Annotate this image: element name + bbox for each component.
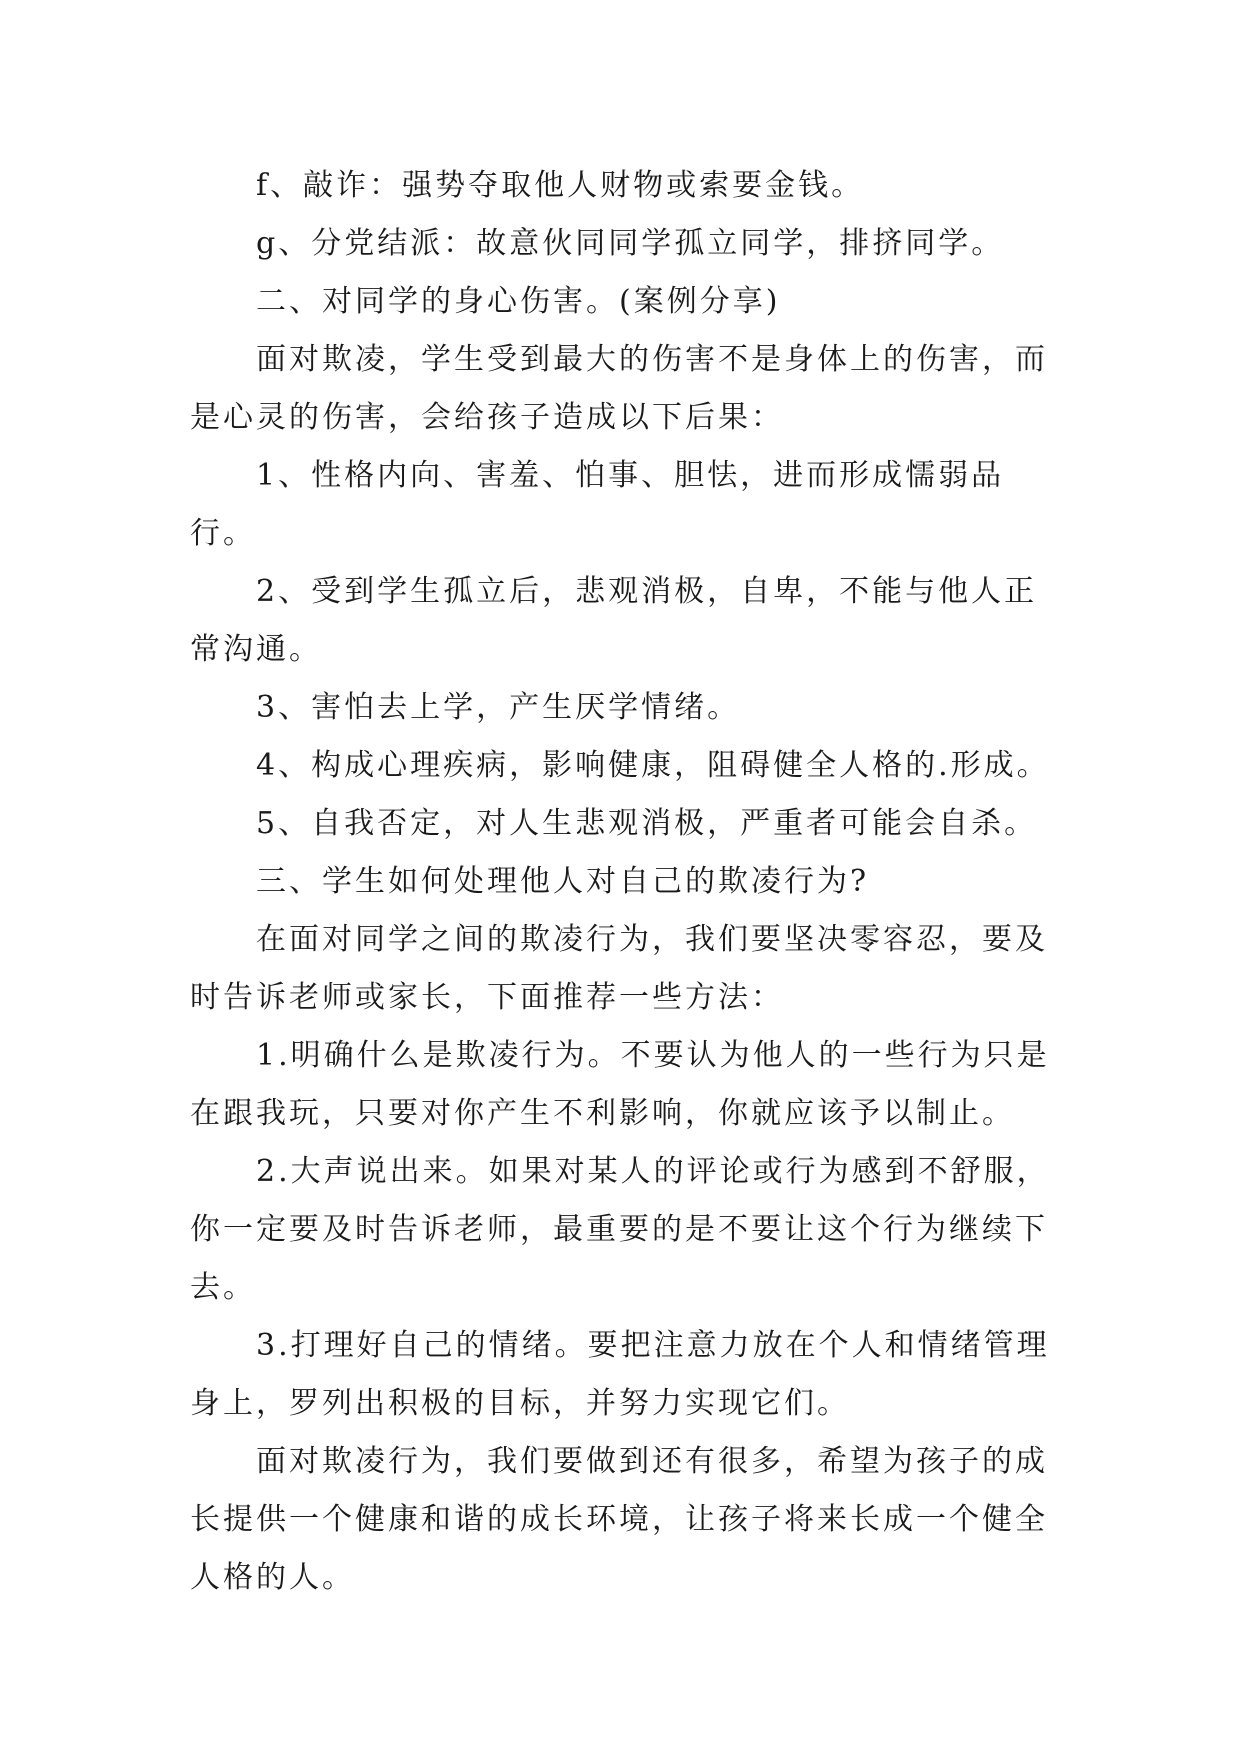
list-item: 5、自我否定，对人生悲观消极，严重者可能会自杀。 (256, 806, 1038, 841)
list-item: 1、性格内向、害羞、怕事、胆怯，进而形成懦弱品行。 (190, 458, 1005, 551)
list-item: 3、害怕去上学，产生厌学情绪。 (256, 690, 741, 725)
paragraph: 在面对同学之间的欺凌行为，我们要坚决零容忍，要及时告诉老师或家长，下面推荐一些方法： (190, 922, 1048, 1015)
document-body (190, 157, 1070, 1607)
paragraph: 面对欺凌行为，我们要做到还有很多，希望为孩子的成长提供一个健康和谐的成长环境，让孩子将来长成一个健全人格的人。 (190, 1444, 1048, 1595)
list-item: 4、构成心理疾病，影响健康，阻碍健全人格的.形成。 (256, 748, 1050, 783)
section-heading: 二、对同学的身心伤害。(案例分享) (256, 284, 781, 319)
paragraph: f、敲诈：强势夺取他人财物或索要金钱。 (256, 168, 865, 203)
list-item: 3.打理好自己的情绪。要把注意力放在个人和情绪管理身上，罗列出积极的目标，并努力实现它们。 (190, 1328, 1050, 1421)
section-heading: 三、学生如何处理他人对自己的欺凌行为? (256, 864, 870, 899)
list-item: 2、受到学生孤立后，悲观消极，自卑，不能与他人正常沟通。 (190, 574, 1038, 667)
list-item: 2.大声说出来。如果对某人的评论或行为感到不舒服，你一定要及时告诉老师，最重要的是不要让这个行为继续下去。 (190, 1154, 1050, 1305)
paragraph: 面对欺凌，学生受到最大的伤害不是身体上的伤害，而是心灵的伤害，会给孩子造成以下后果： (190, 342, 1048, 435)
paragraph: g、分党结派：故意伙同同学孤立同学，排挤同学。 (256, 226, 1005, 261)
list-item: 1.明确什么是欺凌行为。不要认为他人的一些行为只是在跟我玩，只要对你产生不利影响，你就应该予以制止。 (190, 1038, 1050, 1131)
